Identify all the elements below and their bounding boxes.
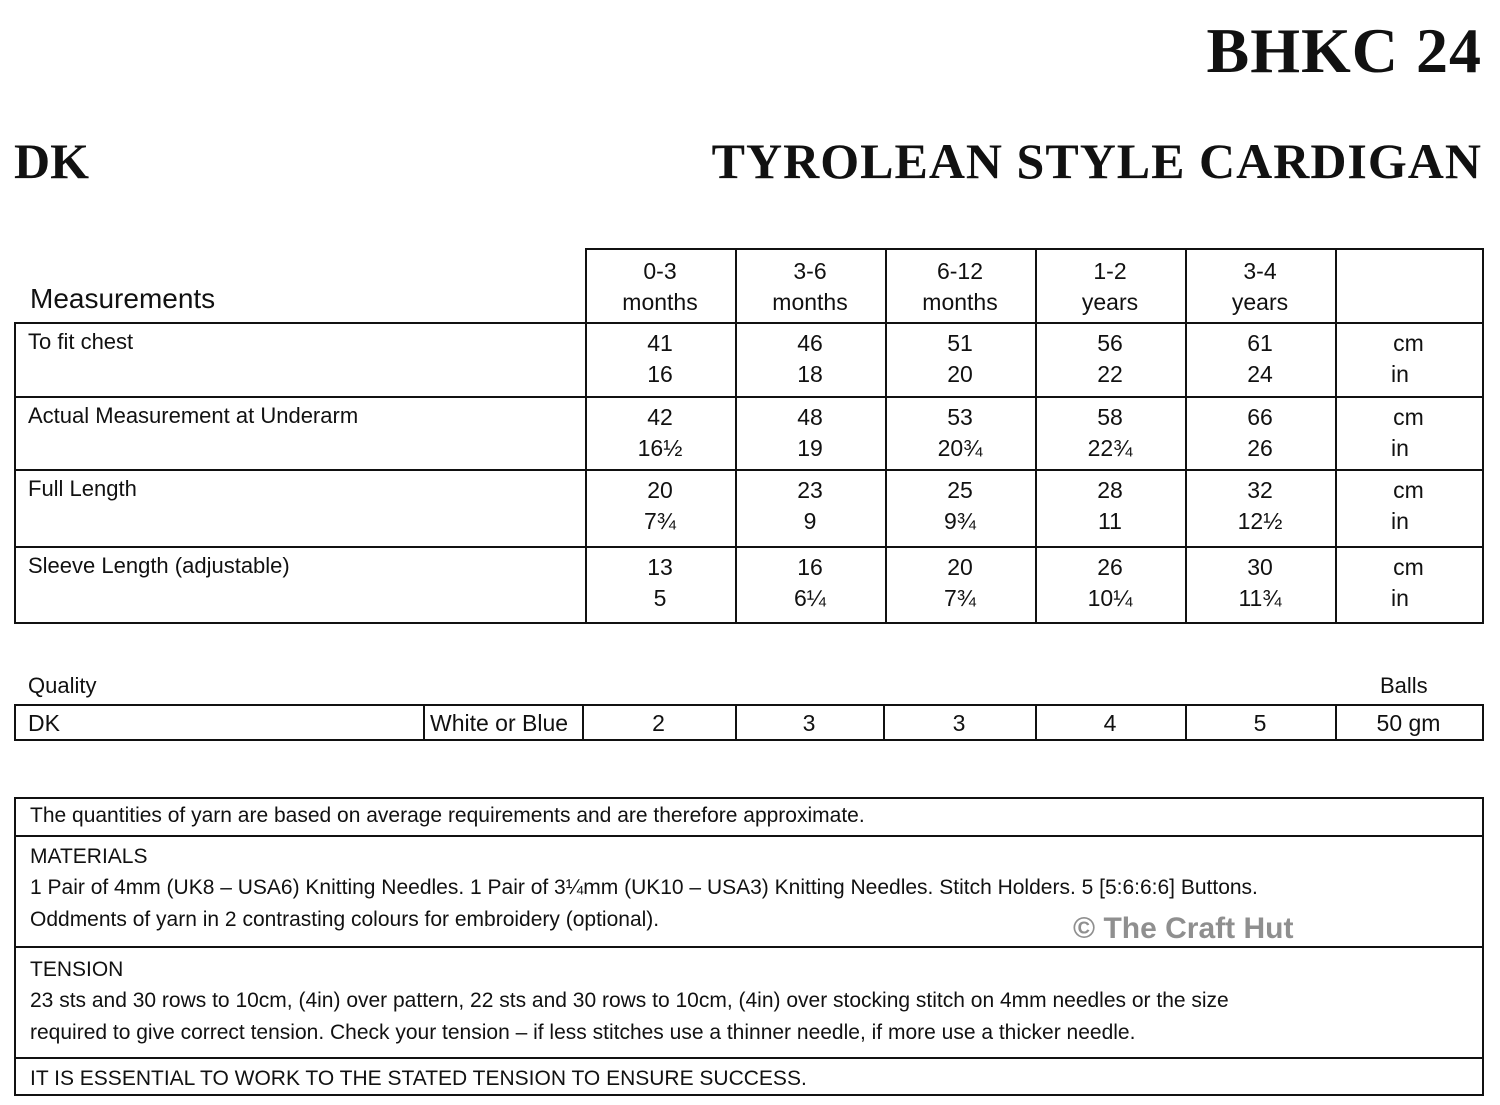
watermark: © The Craft Hut [1073, 912, 1294, 945]
in-value: 24 [1247, 361, 1273, 387]
quality-divider [1482, 704, 1484, 741]
unit-cm: cm [1393, 330, 1424, 356]
row-label: To fit chest [28, 329, 134, 354]
cm-value: 20 [647, 477, 673, 503]
quality-border-bottom [14, 739, 1484, 741]
quality-divider [14, 704, 16, 741]
cm-value: 48 [797, 404, 823, 430]
materials-line-2: Oddments of yarn in 2 contrasting colours for embroidery (optional). [30, 908, 660, 931]
quality-colour: White or Blue [430, 710, 569, 736]
notes-border-left [14, 797, 16, 1096]
unit-cm: cm [1393, 477, 1424, 503]
size-header-top: 3-6 [793, 258, 827, 284]
unit-cm: cm [1393, 404, 1424, 430]
row-label: Full Length [28, 476, 137, 501]
yarn-weight: DK [14, 133, 89, 189]
tension-line-1: 23 sts and 30 rows to 10cm, (4in) over pattern, 22 sts and 30 rows to 10cm, (4in) over stocking stitch on 4mm needles or the size [30, 989, 1229, 1012]
unit-in: in [1391, 508, 1409, 534]
in-value: 7¾ [644, 508, 676, 534]
notes-divider [14, 835, 1484, 837]
cm-value: 32 [1247, 477, 1273, 503]
unit-in: in [1391, 585, 1409, 611]
cm-value: 13 [647, 554, 673, 580]
size-header-top: 6-12 [936, 258, 984, 284]
row-divider [14, 546, 1484, 548]
materials-line-1: 1 Pair of 4mm (UK8 – USA6) Knitting Needles. 1 Pair of 3¼mm (UK10 – USA3) Knitting Needles. Stitch Holders. 5 [5:6:6:6] Buttons. [30, 876, 1258, 899]
quality-border-top [14, 704, 1484, 706]
unit-cm: cm [1393, 554, 1424, 580]
quality-divider [423, 704, 425, 741]
pattern-title: TYROLEAN STYLE CARDIGAN [711, 133, 1482, 189]
ball-weight: 50 gm [1376, 710, 1441, 736]
materials-heading: MATERIALS [30, 845, 148, 868]
tension-heading: TENSION [30, 958, 124, 981]
in-value: 9¾ [944, 508, 976, 534]
row-divider [14, 469, 1484, 471]
notes-divider [14, 946, 1484, 948]
cm-value: 42 [647, 404, 673, 430]
in-value: 9 [803, 508, 817, 534]
approx-note: The quantities of yarn are based on average requirements and are therefore approximate. [30, 804, 865, 827]
cm-value: 25 [947, 477, 973, 503]
in-value: 10¼ [1087, 585, 1133, 611]
size-header-top: 1-2 [1093, 258, 1127, 284]
cm-value: 16 [797, 554, 823, 580]
cm-value: 23 [797, 477, 823, 503]
measurements-title: Measurements [30, 283, 216, 314]
in-value: 19 [797, 435, 823, 461]
in-value: 22¾ [1087, 435, 1133, 461]
in-value: 20 [947, 361, 973, 387]
cm-value: 51 [947, 330, 973, 356]
row-divider [14, 396, 1484, 398]
size-header-top: 0-3 [643, 258, 677, 284]
cm-value: 58 [1097, 404, 1123, 430]
essential-note: IT IS ESSENTIAL TO WORK TO THE STATED TENSION TO ENSURE SUCCESS. [30, 1067, 807, 1090]
in-value: 11¾ [1238, 585, 1282, 611]
unit-in: in [1391, 435, 1409, 461]
cm-value: 26 [1097, 554, 1123, 580]
balls-count: 2 [652, 710, 665, 736]
in-value: 18 [797, 361, 823, 387]
notes-border-top [14, 797, 1484, 799]
row-divider [14, 322, 1484, 324]
quality-label: Quality [28, 673, 97, 698]
in-value: 12½ [1237, 508, 1283, 534]
size-header-bottom: months [772, 289, 848, 315]
row-label: Sleeve Length (adjustable) [28, 553, 290, 578]
size-header-bottom: years [1081, 289, 1139, 315]
cm-value: 41 [647, 330, 673, 356]
in-value: 26 [1247, 435, 1273, 461]
balls-count: 3 [802, 710, 816, 736]
notes-border-right [1482, 797, 1484, 1096]
cm-value: 20 [947, 554, 973, 580]
cm-value: 46 [797, 330, 823, 356]
notes-border-bottom [14, 1094, 1484, 1096]
in-value: 6¼ [794, 585, 826, 611]
cm-value: 66 [1247, 404, 1273, 430]
cm-value: 53 [947, 404, 973, 430]
cm-value: 28 [1097, 477, 1123, 503]
in-value: 16 [647, 361, 673, 387]
notes-divider [14, 1057, 1484, 1059]
in-value: 20¾ [937, 435, 983, 461]
balls-label: Balls [1380, 673, 1428, 698]
unit-in: in [1391, 361, 1409, 387]
size-header-bottom: months [622, 289, 698, 315]
tension-line-2: required to give correct tension. Check your tension – if less stitches use a thinner needle, if more use a thicker needle. [30, 1021, 1136, 1044]
cm-value: 61 [1247, 330, 1273, 356]
size-header-top: 3-4 [1243, 258, 1277, 284]
table-border-left [14, 322, 16, 624]
size-header-bottom: years [1231, 289, 1289, 315]
size-header-bottom: months [922, 289, 998, 315]
balls-count: 4 [1103, 710, 1117, 736]
in-value: 11 [1098, 508, 1122, 534]
in-value: 16½ [637, 435, 683, 461]
in-value: 5 [653, 585, 667, 611]
cm-value: 56 [1097, 330, 1123, 356]
in-value: 7¾ [944, 585, 976, 611]
in-value: 22 [1097, 361, 1123, 387]
row-divider [14, 622, 1484, 624]
pattern-code: BHKC 24 [1206, 15, 1482, 86]
balls-count: 3 [952, 710, 966, 736]
balls-count: 5 [1253, 710, 1267, 736]
cm-value: 30 [1247, 554, 1273, 580]
row-label: Actual Measurement at Underarm [28, 403, 359, 428]
column-divider [1482, 248, 1484, 624]
quality-yarn: DK [28, 710, 60, 736]
